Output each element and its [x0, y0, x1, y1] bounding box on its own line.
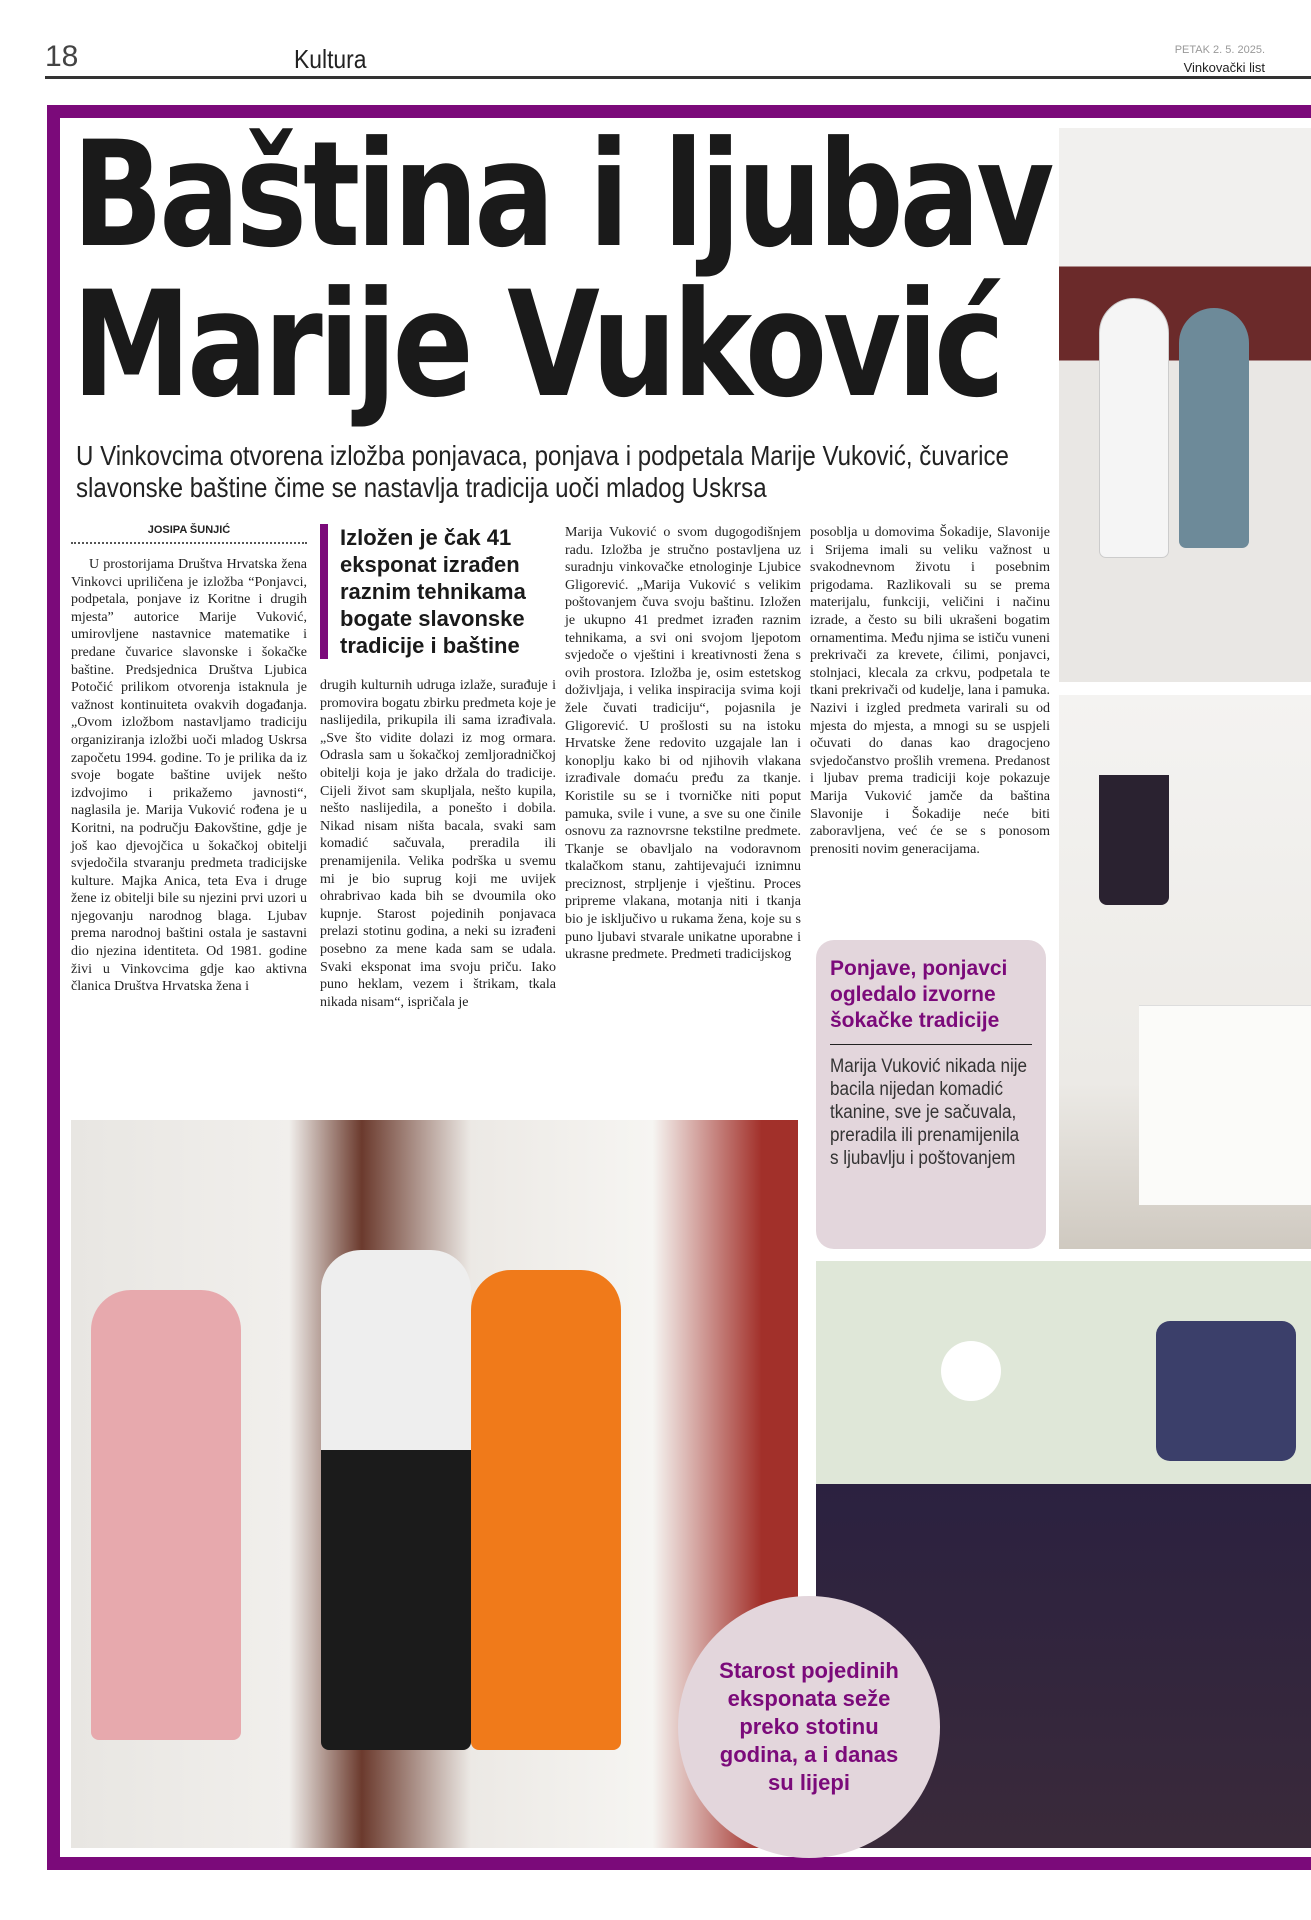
page-number: 18 — [45, 40, 79, 73]
article-column-1 — [71, 524, 307, 996]
info-box-text: Marija Vuković nikada nije bacila nijedan komadić tkanine, sve je sačuvala, preradila ili prenamijenila s ljubavlju i poštovanjem — [830, 1056, 1028, 1169]
info-box — [816, 940, 1046, 1249]
title-line-2: Marije Vuković — [72, 260, 1001, 431]
pull-quote: Izložen je čak 41 eksponat izrađen raznim tehnikama bogate slavonske tradicije i baštine — [320, 524, 556, 659]
article-title — [72, 110, 1051, 431]
issue-date: PETAK 2. 5. 2025. — [1174, 44, 1265, 56]
newspaper-name: Vinkovački list — [1183, 60, 1265, 75]
title-line-1: Baština i ljubav — [72, 110, 1051, 280]
article-column-4 — [810, 524, 1050, 858]
body-text: Marija Vuković o svom dugogodišnjem radu. Izložba je stručno postavljena uz suradnju vinkovačke etnologinje Ljubice Gligorević. „Marija Vuković s velikim poštovanjem čuva svoju baštinu. Izložen je ukupno 41 predmet izrađen raznim tehnikama, a svi oni svojom ljepotom svjedoče o vještini i kreativnosti žena s ovih prostora. Izložba je, osim estetskog doživljaja, i velika inspiracija svima koji žele čuvati tradiciju“, pojasnila je Gligorević. U prošlosti su na istoku Hrvatske žene redovito uzgajale lan i konoplju kako bi od njihovih vlakana izrađivale domaću pređu za tkanje. Koristile su se i tvorničke niti poput pamuka, svile i vune, a sve su one činile osnovu za raznovrsne tekstilne predmete. Tkanje se obavljalo na vodoravnom tkalačkom stanu, zahtijevajući iznimnu preciznost, strpljenje i vještinu. Proces pripreme vlakana, motanja niti i tkanja bio je isključivo u rukama žena, koje su s puno ljubavi stvarale unikatne uporabne i ukrasne predmete. Predmeti tradicijskog — [565, 525, 801, 963]
body-text: posoblja u domovima Šokadije, Slavonije i Srijema imali su veliku važnost u svakodnevnom životu i posebnim prigodama. Razlikovali su se prema materijalu, funkciji, veličini i načinu izrade, a često su bili ukrašeni bogatim ornamentima. Među njima se ističu vuneni prekrivači za krevete, ćilimi, ponjavci, stolnjaci, klecala za crkvu, podpetala te tkani prekrivači od kudelje, lana i pamuka. Nazivi i izgled predmeta varirali su od mjesta do mjesta, a mnogi su se uspjeli očuvati do danas kao dragocjeno svjedočanstvo prošlih vremena. Predanost i ljubav prema tradiciji koje pokazuje Marija Vuković jamče da baština Slavonije i Šokadije neće biti zaboravljena, već će se s ponosom prenositi novim generacijama. — [810, 525, 1050, 857]
section-name: Kultura — [294, 44, 367, 74]
author-byline: JOSIPA ŠUNJIĆ — [71, 524, 307, 544]
article-column-3 — [565, 524, 801, 964]
photo-women-exhibition — [1059, 128, 1311, 682]
circle-quote-text: Starost pojedinih eksponata seže preko stotinu godina, a i danas su lijepi — [719, 1658, 899, 1795]
body-text: U prostorijama Društva Hrvatska žena Vinkovci upriličena je izložba “Ponjavci, podpetala, ponjave iz Koritne i drugih mjesta” autorice Marije Vuković, umirovljene nastavnice matematike i predane čuvarice slavonske i šokačke baštine. Predsjednica Društva Ljubica Potočić prilikom otvorenja istaknula je važnost kontinuiteta ovakvih događanja. „Ovom izložbom nastavljamo tradiciju organiziranja izložbi uoči mladog Uskrsa započetu 1994. godine. To je prilika da iz svoje bogate baštine uvijek nešto izdvojimo i prikažemo javnosti“, naglasila je. Marija Vuković rođena je u Koritni, na području Đakovštine, gdje je još kao djevojčica u šokačkoj obitelji svjedočila stvaranju predmeta tradicijske kulture. Majka Anica, teta Eva i druge žene iz obitelji bile su njezini prvi uzori u njegovanju narodnog blaga. Ljubav prema narodnoj baštini ostala je sastavni dio njezina identiteta. Od 1981. godine živi u Vinkovcima gdje kao aktivna članica Društva Hrvatska žena i — [71, 557, 307, 995]
subheadline: U Vinkovcima otvorena izložba ponjavaca, ponjava i podpetala Marije Vuković, čuvarice slavonske baštine čime se nastavlja tradicija uoči mladog Uskrsa — [76, 440, 1009, 503]
info-box-heading: Ponjave, ponjavci ogledalo izvorne šokačke tradicije — [830, 956, 1032, 1045]
article-column-2 — [320, 524, 556, 1011]
header-rule — [45, 76, 1311, 79]
photo-wall-textile — [1059, 695, 1311, 1249]
circle-quote — [678, 1596, 940, 1858]
body-text: drugih kulturnih udruga izlaže, surađuje i promovira bogatu zbirku predmeta koje je naslijedila, prikupila ili sama izrađivala. „Sve što vidite dolazi iz mog ormara. Odrasla sam u šokačkoj zemljoradničkoj obitelji koja je jako držala do tradicije. Cijeli život sam skupljala, nešto kupila, nešto naslijedila, a ponešto i dobila. Nikad nisam ništa bacala, svaki sam komadić sačuvala, preradila ili prenamijenila. Velika podrška u svemu mi je bio suprug koji me uvijek ohrabrivao kada bih se dvoumila oko kupnje. Starost pojedinih ponjavaca prelazi stotinu godina, a neki su izrađeni posebno za mene kada sam se udala. Svaki eksponat ima svoju priču. Iako puno heklam, vezem i štrikam, tkala nikada nisam“, ispričala je — [320, 678, 556, 1010]
